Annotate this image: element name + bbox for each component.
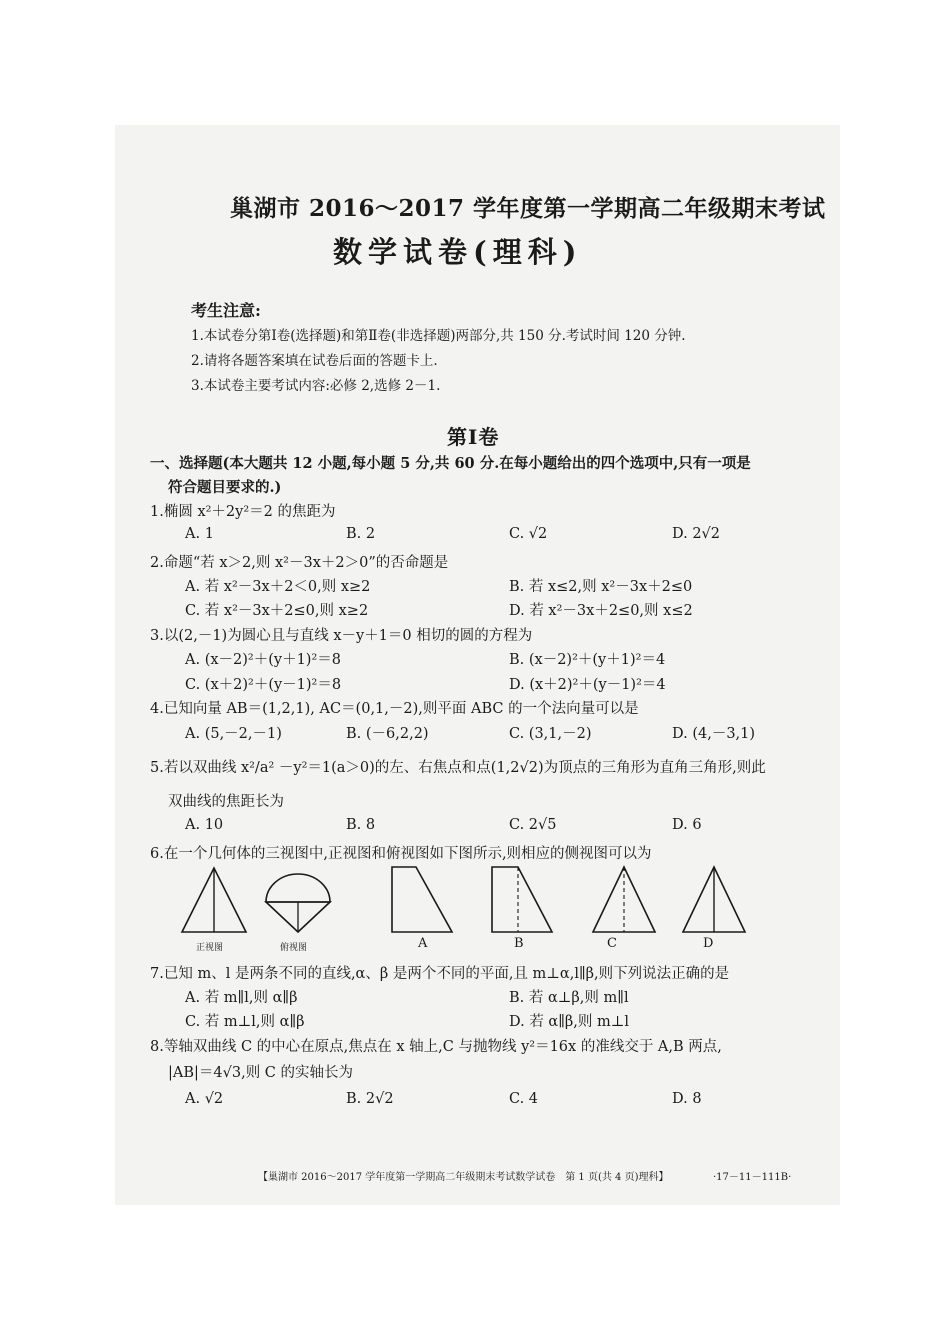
question-6: 6.在一个几何体的三视图中,正视图和俯视图如下图所示,则相应的侧视图可以为 xyxy=(150,846,652,862)
option-b: B. 若 x≤2,则 x²－3x＋2≤0 xyxy=(509,579,693,595)
option-d-figure-label: D xyxy=(703,936,714,951)
question-8: 8.等轴双曲线 C 的中心在原点,焦点在 x 轴上,C 与抛物线 y²＝16x 的准线交于 A,B 两点, xyxy=(150,1039,722,1055)
exam-code: ·17－11－111B· xyxy=(713,1172,792,1183)
option-c: C. 若 m⊥l,则 α∥β xyxy=(185,1014,305,1030)
option-d: D. 若 α∥β,则 m⊥l xyxy=(509,1014,630,1030)
option-d: D. 若 x²－3x＋2≤0,则 x≤2 xyxy=(509,603,693,619)
option-b: B. (x－2)²＋(y＋1)²＝4 xyxy=(509,652,666,668)
option-d-figure xyxy=(680,864,750,936)
option-a-figure xyxy=(388,864,458,936)
question-8-cont: |AB|＝4√3,则 C 的实轴长为 xyxy=(168,1065,354,1081)
option-d: D. (x＋2)²＋(y－1)²＝4 xyxy=(509,677,666,693)
option-c-figure-label: C xyxy=(607,936,617,951)
question-2: 2.命题“若 x＞2,则 x²－3x＋2＞0”的否命题是 xyxy=(150,555,449,571)
notice-item: 2.请将各题答案填在试卷后面的答题卡上. xyxy=(191,353,438,369)
option-a: A. 若 x²－3x＋2＜0,则 x≥2 xyxy=(185,579,371,595)
option-b-figure xyxy=(488,864,558,936)
option-b: B. (－6,2,2) xyxy=(346,726,429,742)
question-5: 5.若以双曲线 x²/a² －y²＝1(a＞0)的左、右焦点和点(1,2√2)为顶点的三角形为直角三角形,则此 xyxy=(150,760,766,776)
option-a-figure-label: A xyxy=(418,936,428,951)
exam-title: 巢湖市 2016～2017 学年度第一学期高二年级期末考试 xyxy=(230,195,826,222)
option-a: A. √2 xyxy=(185,1091,224,1107)
option-a: A. (5,－2,－1) xyxy=(185,726,282,742)
notice-item: 3.本试卷主要考试内容:必修 2,选修 2－1. xyxy=(191,378,441,394)
option-a: A. 10 xyxy=(185,817,224,833)
notice-item: 1.本试卷分第Ⅰ卷(选择题)和第Ⅱ卷(非选择题)两部分,共 150 分.考试时间 120 分钟. xyxy=(191,328,686,344)
top-view-label: 俯视图 xyxy=(280,943,308,953)
volume-heading: 第Ⅰ卷 xyxy=(447,425,500,449)
front-view-label: 正视图 xyxy=(196,943,224,953)
option-c: C. (3,1,－2) xyxy=(509,726,592,742)
section-heading: 一、选择题(本大题共 12 小题,每小题 5 分,共 60 分.在每小题给出的四个选项中,只有一项是 xyxy=(150,455,751,472)
option-b: B. 8 xyxy=(346,817,376,833)
option-d: D. 8 xyxy=(672,1091,702,1107)
question-5-cont: 双曲线的焦距长为 xyxy=(168,794,284,810)
option-a: A. 若 m∥l,则 α∥β xyxy=(185,990,298,1006)
option-a: A. (x－2)²＋(y＋1)²＝8 xyxy=(185,652,341,668)
question-3: 3.以(2,－1)为圆心且与直线 x－y＋1＝0 相切的圆的方程为 xyxy=(150,628,533,644)
question-7: 7.已知 m、l 是两条不同的直线,α、β 是两个不同的平面,且 m⊥α,l∥β,则下列说法正确的是 xyxy=(150,966,730,982)
option-a: A. 1 xyxy=(185,526,214,542)
exam-subtitle: 数学试卷(理科) xyxy=(333,235,583,269)
question-1: 1.椭圆 x²＋2y²＝2 的焦距为 xyxy=(150,504,336,520)
question-4: 4.已知向量 AB＝(1,2,1), AC＝(0,1,－2),则平面 ABC 的一个法向量可以是 xyxy=(150,701,639,717)
option-c: C. 若 x²－3x＋2≤0,则 x≥2 xyxy=(185,603,369,619)
option-c: C. (x＋2)²＋(y－1)²＝8 xyxy=(185,677,342,693)
option-b: B. 2√2 xyxy=(346,1091,394,1107)
option-c: C. 4 xyxy=(509,1091,539,1107)
option-d: D. 6 xyxy=(672,817,702,833)
option-b: B. 若 α⊥β,则 m∥l xyxy=(509,990,629,1006)
option-b: B. 2 xyxy=(346,526,376,542)
page-footer: 【巢湖市 2016～2017 学年度第一学期高二年级期末考试数学试卷 第 1 页(共 4 页)理科】 xyxy=(258,1172,669,1183)
notice-heading: 考生注意: xyxy=(191,301,261,320)
option-d: D. 2√2 xyxy=(672,526,721,542)
top-view-figure xyxy=(263,872,333,936)
option-d: D. (4,－3,1) xyxy=(672,726,756,742)
option-b-figure-label: B xyxy=(514,936,524,951)
option-c: C. 2√5 xyxy=(509,817,557,833)
section-heading-cont: 符合题目要求的.) xyxy=(168,479,282,496)
front-view-figure xyxy=(180,866,250,936)
option-c: C. √2 xyxy=(509,526,548,542)
option-c-figure xyxy=(590,864,660,936)
